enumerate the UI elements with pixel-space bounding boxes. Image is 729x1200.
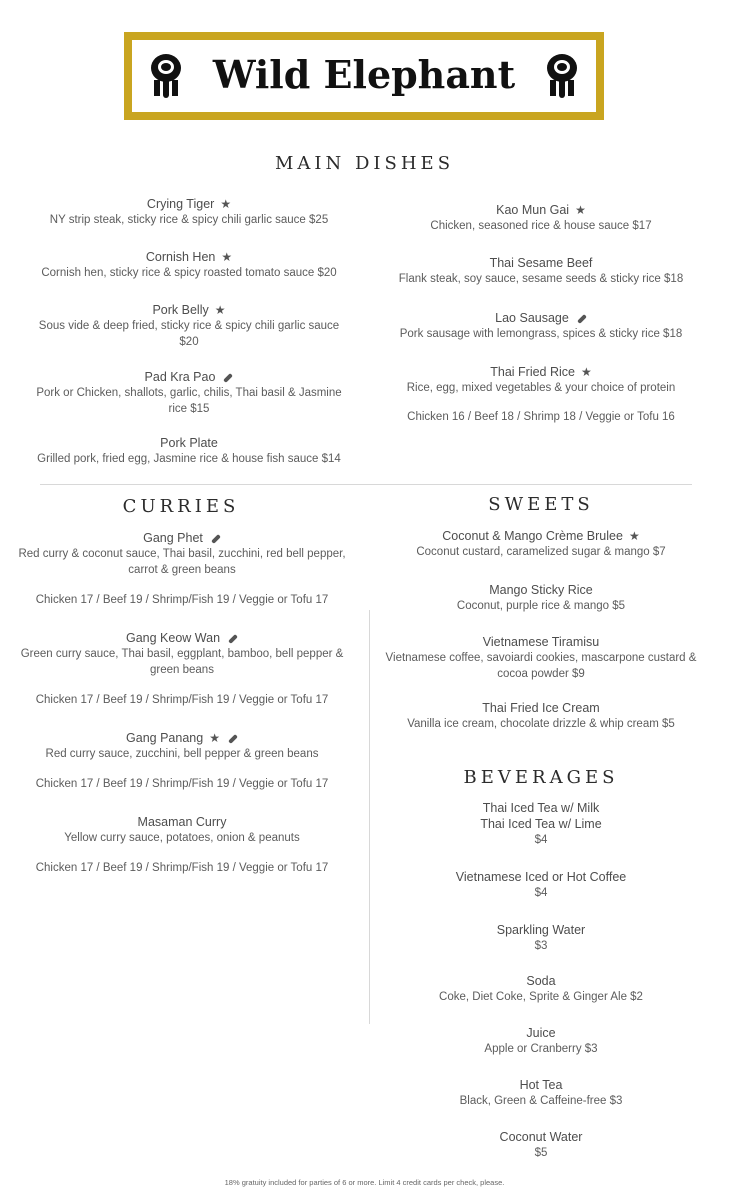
curry-prices: Chicken 17 / Beef 19 / Shrimp/Fish 19 / Veggie or Tofu 17: [35, 778, 329, 790]
sweets-heading: SWEETS: [488, 494, 594, 515]
elephant-right-icon: [542, 50, 582, 102]
menu-item-name: Gang Phet: [143, 531, 203, 545]
menu-item-description: Yellow curry sauce, potatoes, onion & peanuts: [64, 832, 300, 844]
star-icon: ★: [580, 365, 592, 379]
menu-item: [372, 310, 710, 342]
menu-item-description: Cornish hen, sticky rice & spicy roasted tomato sauce $20: [41, 267, 337, 279]
beverage-detail: Black, Green & Caffeine-free $3: [459, 1095, 623, 1107]
menu-item: [14, 302, 364, 350]
menu-item-name: Pork Belly: [152, 303, 209, 317]
menu-item: [14, 249, 364, 281]
menu-item-name: Crying Tiger: [146, 197, 215, 211]
beverage-name: Thai Iced Tea w/ Milk: [482, 801, 600, 815]
star-icon: ★: [628, 529, 640, 543]
beverage-item: [372, 1129, 710, 1161]
menu-item: [372, 582, 710, 614]
menu-item-description: Grilled pork, fried egg, Jasmine rice & house fish sauce $14: [37, 453, 341, 465]
star-icon: ★: [575, 203, 586, 217]
column-divider: [369, 610, 370, 1024]
curry-prices: Chicken 17 / Beef 19 / Shrimp/Fish 19 / Veggie or Tofu 17: [35, 862, 329, 874]
curries-heading: CURRIES: [122, 496, 240, 517]
menu-item-description: rice $15: [168, 403, 210, 415]
menu-item-description: Chicken, seasoned rice & house sauce $17: [430, 220, 652, 232]
menu-item: [372, 202, 710, 234]
beverage-item: [372, 973, 710, 1005]
beverage-name: Vietnamese Iced or Hot Coffee: [455, 870, 627, 884]
beverage-item: [372, 922, 710, 954]
beverages-heading: BEVERAGES: [463, 767, 619, 788]
menu-item: [372, 528, 710, 560]
menu-item: [4, 730, 360, 792]
beverage-detail: $5: [534, 1147, 548, 1159]
menu-item: [4, 630, 360, 708]
menu-item: [372, 364, 710, 396]
beverage-detail: Thai Iced Tea w/ Lime: [480, 817, 602, 831]
beverage-item: [372, 1025, 710, 1057]
menu-item-description: carrot & green beans: [128, 564, 236, 576]
menu-item-description: Rice, egg, mixed vegetables & your choice of protein: [406, 382, 676, 394]
beverage-item: [372, 800, 710, 848]
menu-item-name: Pork Plate: [160, 436, 218, 450]
menu-item-description: Vanilla ice cream, chocolate drizzle & whip cream $5: [407, 718, 675, 730]
beverage-detail: $4: [534, 834, 548, 846]
beverage-name: Soda: [526, 974, 556, 988]
fried-rice-prices: Chicken 16 / Beef 18 / Shrimp 18 / Veggie or Tofu 16: [407, 411, 675, 423]
menu-item-description: NY strip steak, sticky rice & spicy chili garlic sauce $25: [49, 214, 329, 226]
star-icon: ★: [220, 197, 232, 211]
menu-item-name: Mango Sticky Rice: [489, 583, 593, 597]
menu-item-description: Flank steak, soy sauce, sesame seeds & sticky rice $18: [398, 273, 684, 285]
beverage-item: [372, 1077, 710, 1109]
menu-item: [372, 634, 710, 682]
section-divider: [40, 484, 692, 485]
menu-item-name: Masaman Curry: [137, 815, 227, 829]
menu-item-description: Vietnamese coffee, savoiardi cookies, mascarpone custard &: [385, 652, 697, 664]
beverage-name: Juice: [526, 1026, 556, 1040]
menu-item: [14, 435, 364, 467]
menu-item: [4, 530, 360, 608]
menu-item-description: Red curry sauce, zucchini, bell pepper & green beans: [45, 748, 319, 760]
menu-item-description: Red curry & coconut sauce, Thai basil, zucchini, red bell pepper,: [18, 548, 346, 560]
menu-item: [4, 814, 360, 876]
menu-item-description: Coconut, purple rice & mango $5: [456, 600, 626, 612]
beverage-detail: $4: [534, 887, 548, 899]
beverage-item: [372, 869, 710, 901]
beverage-detail: Coke, Diet Coke, Sprite & Ginger Ale $2: [439, 991, 643, 1003]
menu-item-description: cocoa powder $9: [497, 668, 585, 680]
beverage-detail: Apple or Cranberry $3: [484, 1043, 598, 1055]
footer-note: 18% gratuity included for parties of 6 or more. Limit 4 credit cards per check, please.: [224, 1178, 505, 1187]
menu-item-name: Coconut & Mango Crème Brulee: [442, 529, 623, 543]
beverage-name: Sparkling Water: [496, 923, 586, 937]
logo-text: Wild Elephant: [212, 52, 516, 97]
menu-item-name: Gang Panang: [126, 731, 204, 745]
chili-pepper-icon: [211, 534, 221, 544]
menu-item-description: green beans: [150, 664, 214, 676]
beverage-detail: $3: [534, 940, 548, 952]
star-icon: ★: [214, 303, 226, 317]
menu-item-name: Gang Keow Wan: [125, 631, 221, 645]
menu-item-name: Thai Fried Ice Cream: [482, 701, 600, 715]
menu-item-description: Sous vide & deep fried, sticky rice & spicy chili garlic sauce: [38, 320, 340, 332]
menu-item-description: Green curry sauce, Thai basil, eggplant, bamboo, bell pepper &: [20, 648, 344, 660]
logo-frame: [124, 32, 604, 120]
beverage-name: Hot Tea: [519, 1078, 563, 1092]
menu-item: [372, 255, 710, 287]
menu-item-description: Pork sausage with lemongrass, spices & sticky rice $18: [399, 328, 683, 340]
menu-item-description: $20: [179, 336, 199, 348]
chili-pepper-icon: [577, 314, 587, 324]
chili-pepper-icon: [228, 634, 238, 644]
menu-item: [14, 369, 364, 417]
menu-item: [14, 196, 364, 228]
chili-pepper-icon: [228, 734, 238, 744]
menu-item-name: Cornish Hen: [145, 250, 216, 264]
menu-item-name: Vietnamese Tiramisu: [482, 635, 600, 649]
chili-pepper-icon: [223, 373, 233, 383]
curry-prices: Chicken 17 / Beef 19 / Shrimp/Fish 19 / Veggie or Tofu 17: [35, 694, 329, 706]
beverage-name: Coconut Water: [499, 1130, 583, 1144]
menu-item-name: Thai Fried Rice: [490, 365, 575, 379]
star-icon: ★: [221, 250, 233, 264]
menu-item-description: Coconut custard, caramelized sugar & mango $7: [416, 546, 666, 558]
menu-item-description: Pork or Chicken, shallots, garlic, chilis, Thai basil & Jasmine: [36, 387, 342, 399]
menu-item-name: Kao Mun Gai: [496, 203, 570, 217]
menu-item-name: Pad Kra Pao: [144, 370, 216, 384]
menu-item-name: Thai Sesame Beef: [489, 256, 593, 270]
star-icon: ★: [209, 731, 220, 745]
menu-item: [372, 700, 710, 732]
curry-prices: Chicken 17 / Beef 19 / Shrimp/Fish 19 / Veggie or Tofu 17: [35, 594, 329, 606]
menu-item-name: Lao Sausage: [495, 311, 569, 325]
main-dishes-heading: MAIN DISHES: [274, 153, 455, 174]
